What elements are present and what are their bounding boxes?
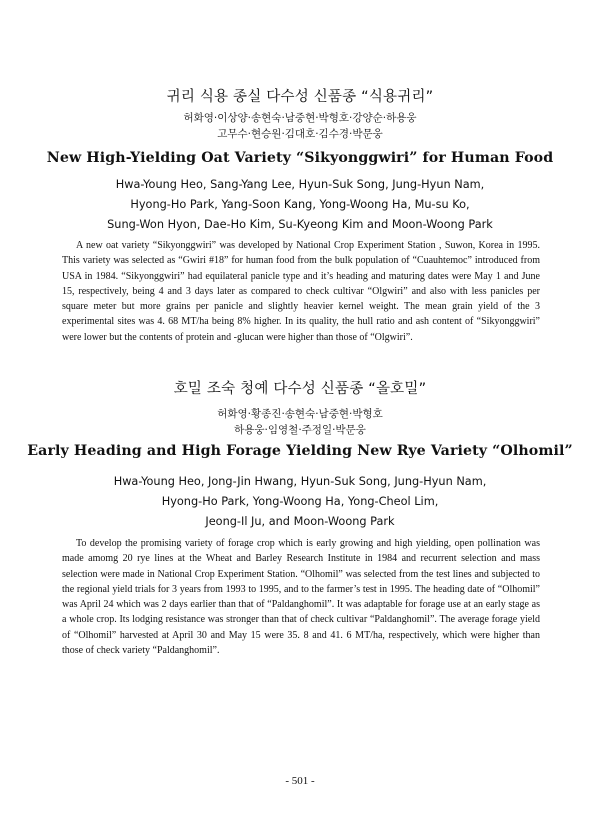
korean-author-block [0, 406, 600, 438]
english-author-block [0, 472, 600, 532]
korean-authors-line-1: 허화영·황종진·송현숙·남중현·박형호 [217, 408, 383, 420]
korean-authors-line [0, 110, 600, 142]
page-number: - 501 - [285, 775, 315, 787]
english-authors-line-3: Sung-Won Hyon, Dae-Ho Kim, Su-Kyeong Kim and Moon-Woong Park [107, 218, 493, 231]
english-authors [0, 175, 600, 235]
english-title: New High-Yielding Oat Variety “Sikyonggwiri” for Human Food [46, 150, 554, 166]
korean-authors-line-2: 하용웅·임영철·주정일·박문웅 [234, 424, 366, 436]
korean-authors-line-1: 허화영·이상양·송현숙·남중현·박형호·강양순·하용웅 [183, 112, 417, 124]
english-authors-line-3: Jeong-Il Ju, and Moon-Woong Park [205, 515, 395, 528]
english-authors-line-1: Hwa-Young Heo, Jong-Jin Hwang, Hyun-Suk Song, Jung-Hyun Nam, [113, 475, 487, 488]
article-rye [0, 380, 600, 398]
korean-title: 귀리 식용 종실 다수성 신품종 “식용귀리” [166, 89, 434, 105]
article-oat [0, 88, 600, 106]
korean-author-block [0, 110, 600, 142]
english-author-block [0, 175, 600, 235]
english-authors-line-1: Hwa-Young Heo, Sang-Yang Lee, Hyun-Suk Song, Jung-Hyun Nam, [115, 178, 485, 191]
abstract-paragraph: A new oat variety “Sikyonggwiri” was developed by National Crop Experiment Station , Suwon, Korea in 1995. This variety was selected as “Gwiri #18” for human food from the bulk population of “Cuauhtemoc” introduced from USA in 1984. “Sikyonggwiri” had equilateral panicle type and it’s heading and maturing dates were May 1 and June 15, respectively, being 4 and 3 days later as compared to check cultivar “Olgwiri” and also with less panicles per square meter but more grains per panicle and slightly heavier kernel weight. The mean grain yield of the 3 experimental sites was 4. 68 MT/ha being 8% higher. In its quality, the hull ratio and ash content of “Sikyonggwiri” were lower but the contents of protein and -glucan were higher than those of “Olgwiri”. [62, 240, 540, 343]
english-title-block [0, 441, 600, 461]
english-authors-line-2: Hyong-Ho Park, Yang-Soon Kang, Yong-Woong Ha, Mu-su Ko, [130, 198, 470, 211]
korean-authors-line [0, 406, 600, 438]
korean-authors-line-2: 고무수·현승원·김대호·김수경·박문웅 [217, 128, 383, 140]
korean-title: 호밀 조숙 청예 다수성 신품종 “올호밀” [173, 381, 427, 397]
english-title: Early Heading and High Forage Yielding New Rye Variety “Olhomil” [27, 443, 573, 459]
abstract-paragraph: To develop the promising variety of forage crop which is early growing and high yielding, open pollination was made amomg 20 rye lines at the Wheat and Barley Research Institute in 1984 and recurrent selection and mass selection were made in National Crop Experiment Station. “Olhomil” was selected from the test lines and subjected to the regional yield trials for 3 years from 1993 to 1995, and to the farmer’s test in 1995. The heading date of “Olhomil” was April 24 which was 2 days earlier than that of “Paldanghomil”. It was adaptable for forage use at an early stage as a whole crop. Its lodging resistance was stronger than that of check cultivar “Paldanghomil”. The average forage yield of “Olhomil” harvested at April 30 and May 15 were 35. 8 and 41. 6 MT/ha, respectively, which were higher than those of check variety “Paldanghomil”. [62, 538, 540, 657]
english-title-block [0, 148, 600, 168]
english-authors-line-2: Hyong-Ho Park, Yong-Woong Ha, Yong-Cheol Lim, [161, 495, 439, 508]
english-authors [0, 472, 600, 532]
